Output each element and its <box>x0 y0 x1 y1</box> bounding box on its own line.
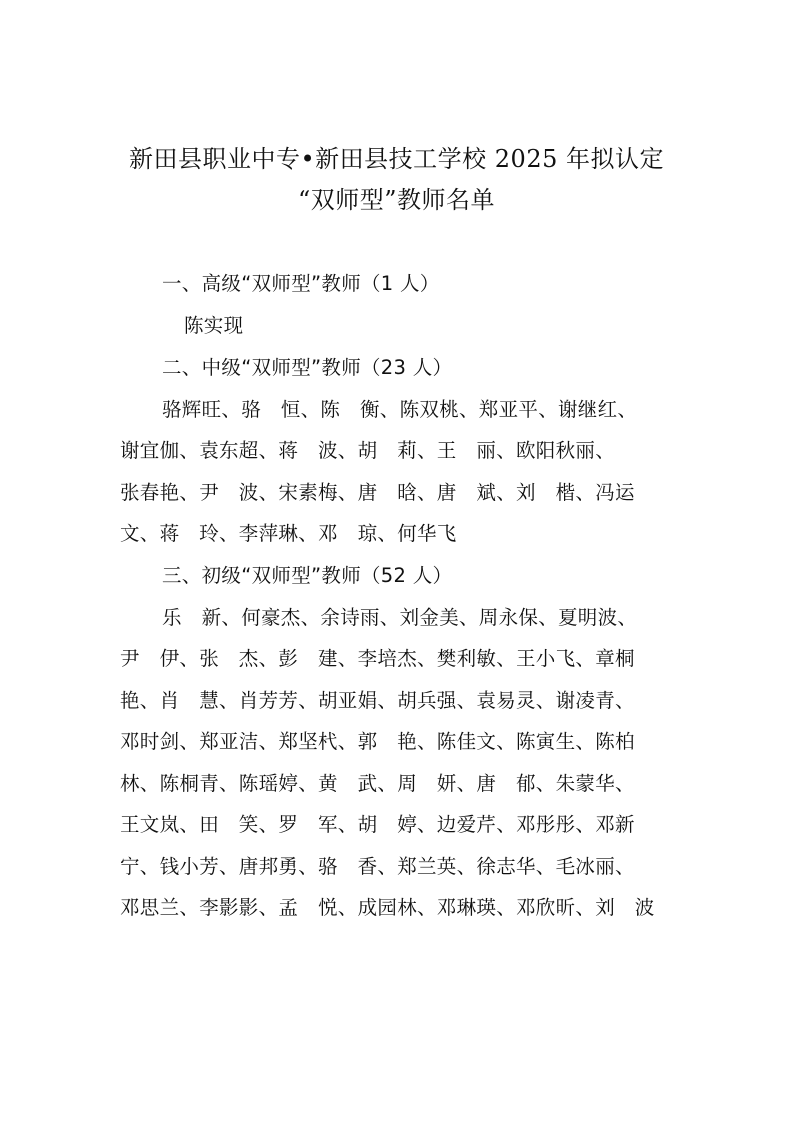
name-list-line: 尹 伊、张 杰、彭 建、李培杰、樊利敏、王小飞、章桐 <box>120 647 635 670</box>
section-heading-junior: 三、初级“双师型”教师（52 人） <box>162 564 453 587</box>
name-list-line: 陈实现 <box>184 314 244 337</box>
document-title-line-2: “双师型”教师名单 <box>297 186 496 214</box>
name-list-line: 艳、肖 慧、肖芳芳、胡亚娟、胡兵强、袁易灵、谢凌青、 <box>120 689 635 712</box>
section-heading-senior: 一、高级“双师型”教师（1 人） <box>162 272 440 295</box>
name-list-line: 邓时剑、郑亚洁、郑坚杙、郭 艳、陈佳文、陈寅生、陈柏 <box>120 730 635 753</box>
name-list-line: 张春艳、尹 波、宋素梅、唐 晗、唐 斌、刘 楷、冯运 <box>120 481 635 504</box>
name-list-line: 乐 新、何豪杰、余诗雨、刘金美、周永保、夏明波、 <box>162 606 638 629</box>
name-list-line: 文、蒋 玲、李萍琳、邓 琼、何华飞 <box>120 522 457 545</box>
name-list-line: 邓思兰、李影影、孟 悦、成园林、邓琳瑛、邓欣昕、刘 波 <box>120 896 655 919</box>
section-heading-intermediate: 二、中级“双师型”教师（23 人） <box>162 356 453 379</box>
name-list-line: 林、陈桐青、陈瑶婷、黄 武、周 妍、唐 郁、朱蒙华、 <box>120 772 635 795</box>
document-title-line-1: 新田县职业中专•新田县技工学校 2025 年拟认定 <box>129 145 664 173</box>
name-list-line: 骆辉旺、骆 恒、陈 衡、陈双桃、郑亚平、谢继红、 <box>162 398 638 421</box>
name-list-line: 王文岚、田 笑、罗 军、胡 婷、边爱芹、邓彤彤、邓新 <box>120 813 635 836</box>
name-list-line: 谢宜伽、袁东超、蒋 波、胡 莉、王 丽、欧阳秋丽、 <box>120 439 616 462</box>
name-list-line: 宁、钱小芳、唐邦勇、骆 香、郑兰英、徐志华、毛冰丽、 <box>120 855 635 878</box>
